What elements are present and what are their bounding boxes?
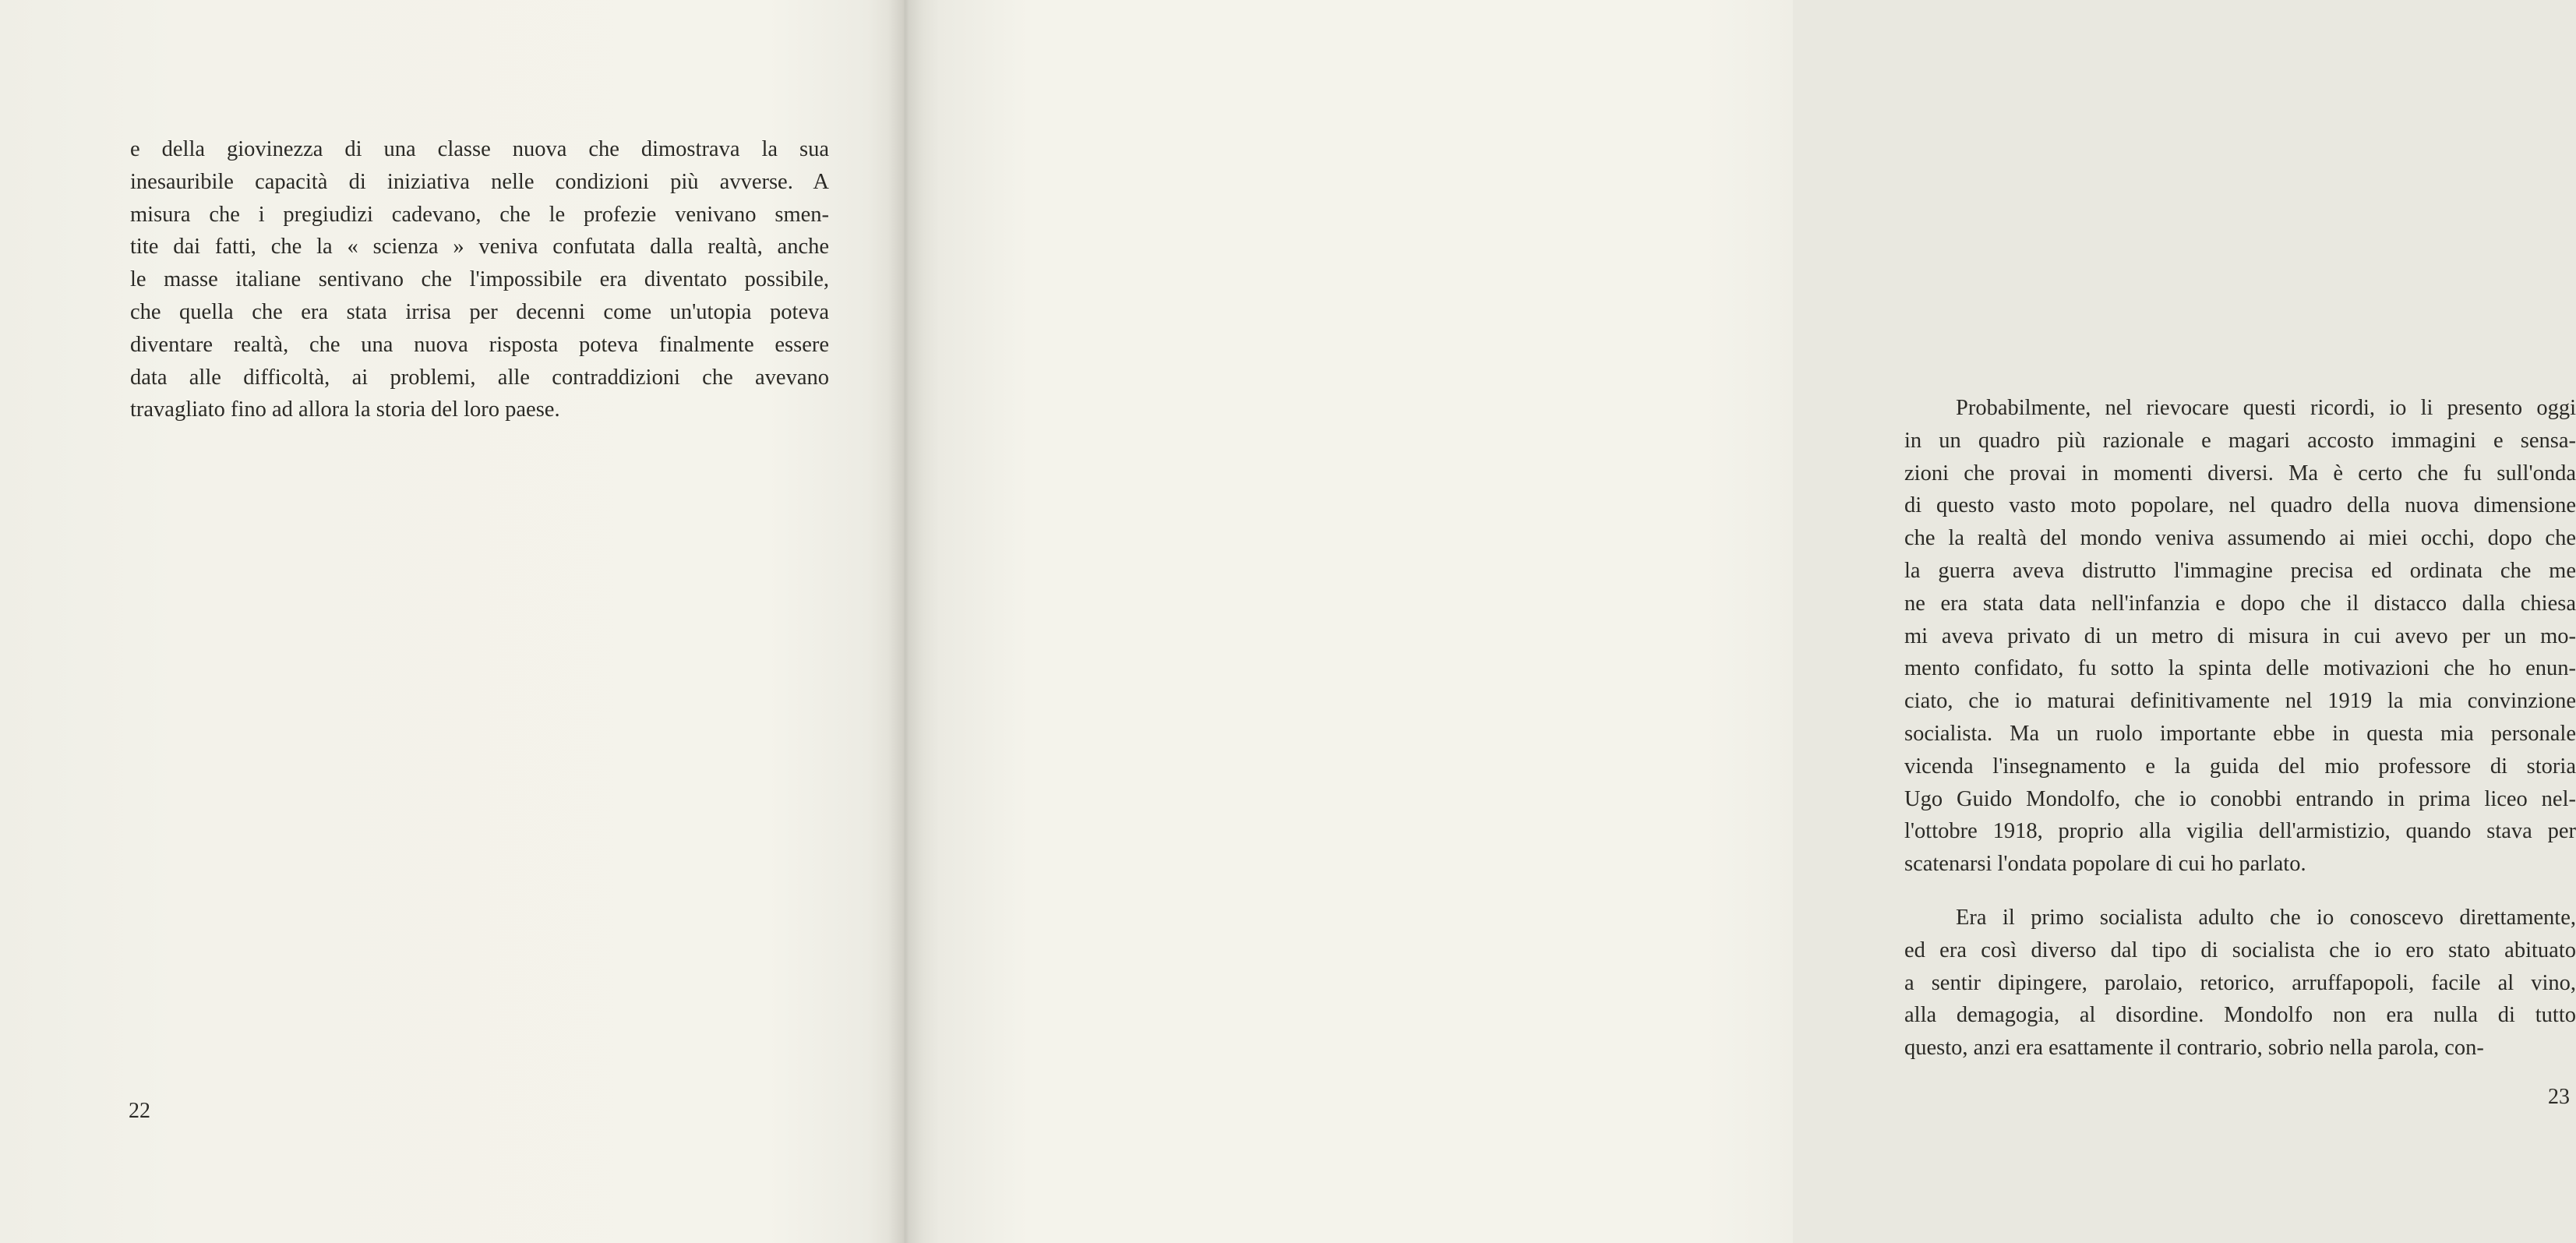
text-line: scatenarsi l'ondata popolare di cui ho parlato. (1904, 852, 2306, 877)
text-line: socialista. Ma un ruolo importante ebbe in questa mia personale (1904, 721, 2576, 746)
text-line: ne era stata data nell'infanzia e dopo che il distacco dalla chiesa (1904, 591, 2576, 616)
text-line: misura che i pregiudizi cadevano, che le profezie venivano smen- (130, 202, 829, 227)
text-line: alla demagogia, al disordine. Mondolfo non era nulla di tutto (1904, 1003, 2576, 1028)
left-paragraph (130, 133, 829, 426)
text-line: mento confidato, fu sotto la spinta delle motivazioni che ho enun- (1904, 656, 2576, 681)
text-line: Probabilmente, nel rievocare questi ricordi, io li presento oggi (1956, 396, 2576, 420)
text-line: di questo vasto moto popolare, nel quadro della nuova dimensione (1904, 493, 2576, 518)
text-line: ed era così diverso dal tipo di socialista che io ero stato abituato (1904, 938, 2576, 962)
text-line: vicenda l'insegnamento e la guida del mio professore di storia (1904, 754, 2576, 779)
right-paragraph-1 (1904, 392, 2576, 881)
gutter-shadow (888, 0, 923, 1243)
left-page (0, 0, 904, 1243)
text-line: che la realtà del mondo veniva assumendo ai miei occhi, dopo che (1904, 526, 2576, 551)
right-paragraph-2 (1904, 902, 2576, 1065)
text-line: in un quadro più razionale e magari accosto immagini e sensa- (1904, 428, 2576, 453)
text-line: zioni che provai in momenti diversi. Ma è certo che fu sull'onda (1904, 461, 2576, 486)
left-page-paragraph (130, 133, 829, 426)
right-page-number: 23 (2548, 1085, 2570, 1109)
text-line: questo, anzi era esattamente il contrario, sobrio nella parola, con- (1904, 1036, 2484, 1061)
text-line: travagliato fino ad allora la storia del loro paese. (130, 397, 560, 422)
text-line: tite dai fatti, che la « scienza » veniva confutata dalla realtà, anche (130, 235, 829, 260)
left-page-number: 22 (129, 1099, 150, 1123)
text-line: l'ottobre 1918, proprio alla vigilia dell'armistizio, quando stava per (1904, 819, 2576, 844)
text-line: data alle difficoltà, ai problemi, alle contraddizioni che avevano (130, 365, 829, 390)
right-page (904, 0, 2576, 1243)
right-page-text (1904, 392, 2576, 1065)
text-line: ciato, che io maturai definitivamente nel 1919 la mia convinzione (1904, 689, 2576, 714)
text-line: Era il primo socialista adulto che io conoscevo direttamente, (1956, 905, 2576, 930)
text-line: mi aveva privato di un metro di misura in cui avevo per un mo- (1904, 623, 2576, 648)
text-line: a sentir dipingere, parolaio, retorico, arruffapopoli, facile al vino, (1904, 970, 2576, 995)
text-line: Ugo Guido Mondolfo, che io conobbi entrando in prima liceo nel- (1904, 786, 2576, 811)
text-line: che quella che era stata irrisa per decenni come un'utopia poteva (130, 299, 829, 324)
text-line: e della giovinezza di una classe nuova che dimostrava la sua (130, 137, 829, 161)
text-line: le masse italiane sentivano che l'impossibile era diventato possibile, (130, 267, 829, 292)
text-line: diventare realtà, che una nuova risposta poteva finalmente essere (130, 332, 829, 357)
text-line: la guerra aveva distrutto l'immagine precisa ed ordinata che me (1904, 558, 2576, 583)
text-line: inesauribile capacità di iniziativa nelle condizioni più avverse. A (130, 169, 829, 194)
